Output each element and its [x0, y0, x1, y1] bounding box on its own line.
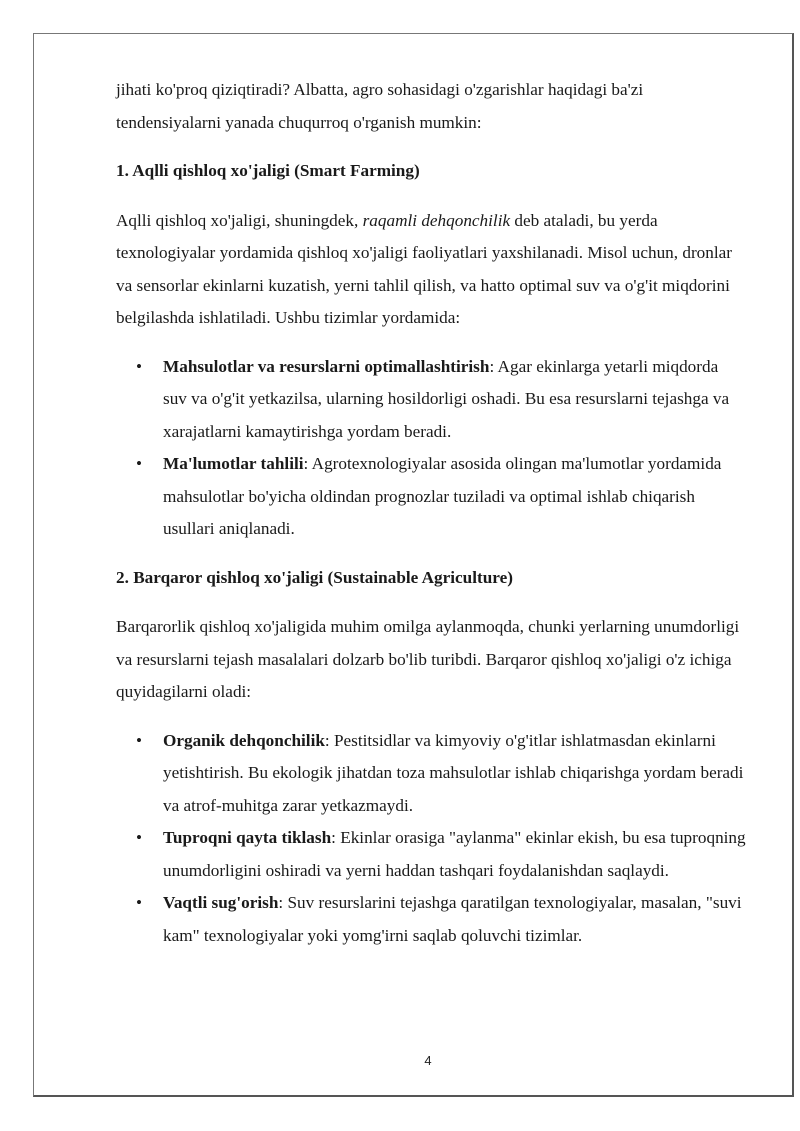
list-item-text: : Suv resurslarini tejashga qaratilgan texnologiyalar, masalan, "suvi kam" texnologiyalar yoki yomg'irni saqlab qoluvchi tizimlar. [163, 893, 742, 945]
list-item [116, 351, 746, 449]
sustainable-agriculture-list [116, 725, 746, 953]
bullet-icon: • [136, 828, 143, 847]
document-body [116, 74, 746, 968]
section-heading-smart-farming: 1. Aqlli qishloq xo'jaligi (Smart Farming) [116, 161, 420, 180]
list-item-term: Vaqtli sug'orish [163, 893, 279, 912]
list-item-text: : Pestitsidlar va kimyoviy o'g'itlar ishlatmasdan ekinlarni yetishtirish. Bu ekologik jihatdan toza mahsulotlar ishlab chiqarishga yordam beradi va atrof-muhitga zarar yetkazmaydi. [163, 730, 744, 815]
para-text-start: Aqlli qishloq xo'jaligi, shuningdek, [116, 210, 363, 230]
list-item-text: : Agar ekinlarga yetarli miqdorda suv va o'g'it yetkazilsa, ularning hosildorligi oshadi. Bu esa resurslarni tejashga va xarajatlarni kamaytirishga yordam beradi. [163, 356, 730, 441]
list-item-term: Organik dehqonchilik [163, 730, 325, 750]
section-paragraph-smart-farming [116, 205, 746, 335]
intro-paragraph [116, 74, 746, 139]
bullet-icon: • [136, 730, 143, 750]
bullet-icon: • [136, 893, 143, 912]
list-item-text: : Agrotexnologiyalar asosida olingan ma'lumotlar yordamida mahsulotlar bo'yicha oldindan prognozlar tuziladi va optimal ishlab chiqarish usullari aniqlanadi. [163, 454, 722, 538]
list-item [116, 725, 746, 823]
intro-line-1: jihati ko'proq qiziqtiradi? Albatta, agro sohasidagi o'zgarishlar haqidagi ba'zi [116, 80, 644, 99]
para-italic-term: raqamli dehqonchilik [362, 210, 511, 230]
list-item [116, 822, 746, 887]
para-text-end: deb ataladi, bu yerda texnologiyalar yordamida qishloq xo'jaligi faoliyatlari yaxshilanadi. Misol uchun, dronlar va sensorlar ekinlarni kuzatish, yerni tahlil qilish, va hatto optimal suv va o'g'it miqdorini belgilashda ishlatiladi. Ushbu tizimlar yordamida: [116, 210, 732, 327]
section-heading-sustainable-agriculture: 2. Barqaror qishloq xo'jaligi (Sustainable Agriculture) [116, 567, 513, 587]
bullet-icon: • [136, 356, 143, 376]
list-item [116, 887, 746, 952]
page-number: 4 [424, 1053, 432, 1068]
bullet-icon: • [136, 454, 143, 473]
section-paragraph-sustainable-agriculture: Barqarorlik qishloq xo'jaligida muhim omilga aylanmoqda, chunki yerlarning unumdorligi va resurslarni tejash masalalari dolzarb bo'lib turibdi. Barqaror qishloq xo'jaligi o'z ichiga quyidagilarni oladi: [116, 617, 740, 701]
list-item-text: : Ekinlar orasiga "aylanma" ekinlar ekish, bu esa tuproqning unumdorligini oshiradi va yerni haddan tashqari foydalanishdan saqlaydi. [163, 828, 746, 880]
intro-line-2: tendensiyalarni yanada chuqurroq o'rganish mumkin: [116, 112, 482, 132]
list-item [116, 448, 746, 546]
list-item-term: Mahsulotlar va resurslarni optimallashtirish [163, 356, 490, 376]
smart-farming-list [116, 351, 746, 546]
list-item-term: Tuproqni qayta tiklash [163, 828, 332, 847]
list-item-term: Ma'lumotlar tahlili [163, 454, 304, 473]
